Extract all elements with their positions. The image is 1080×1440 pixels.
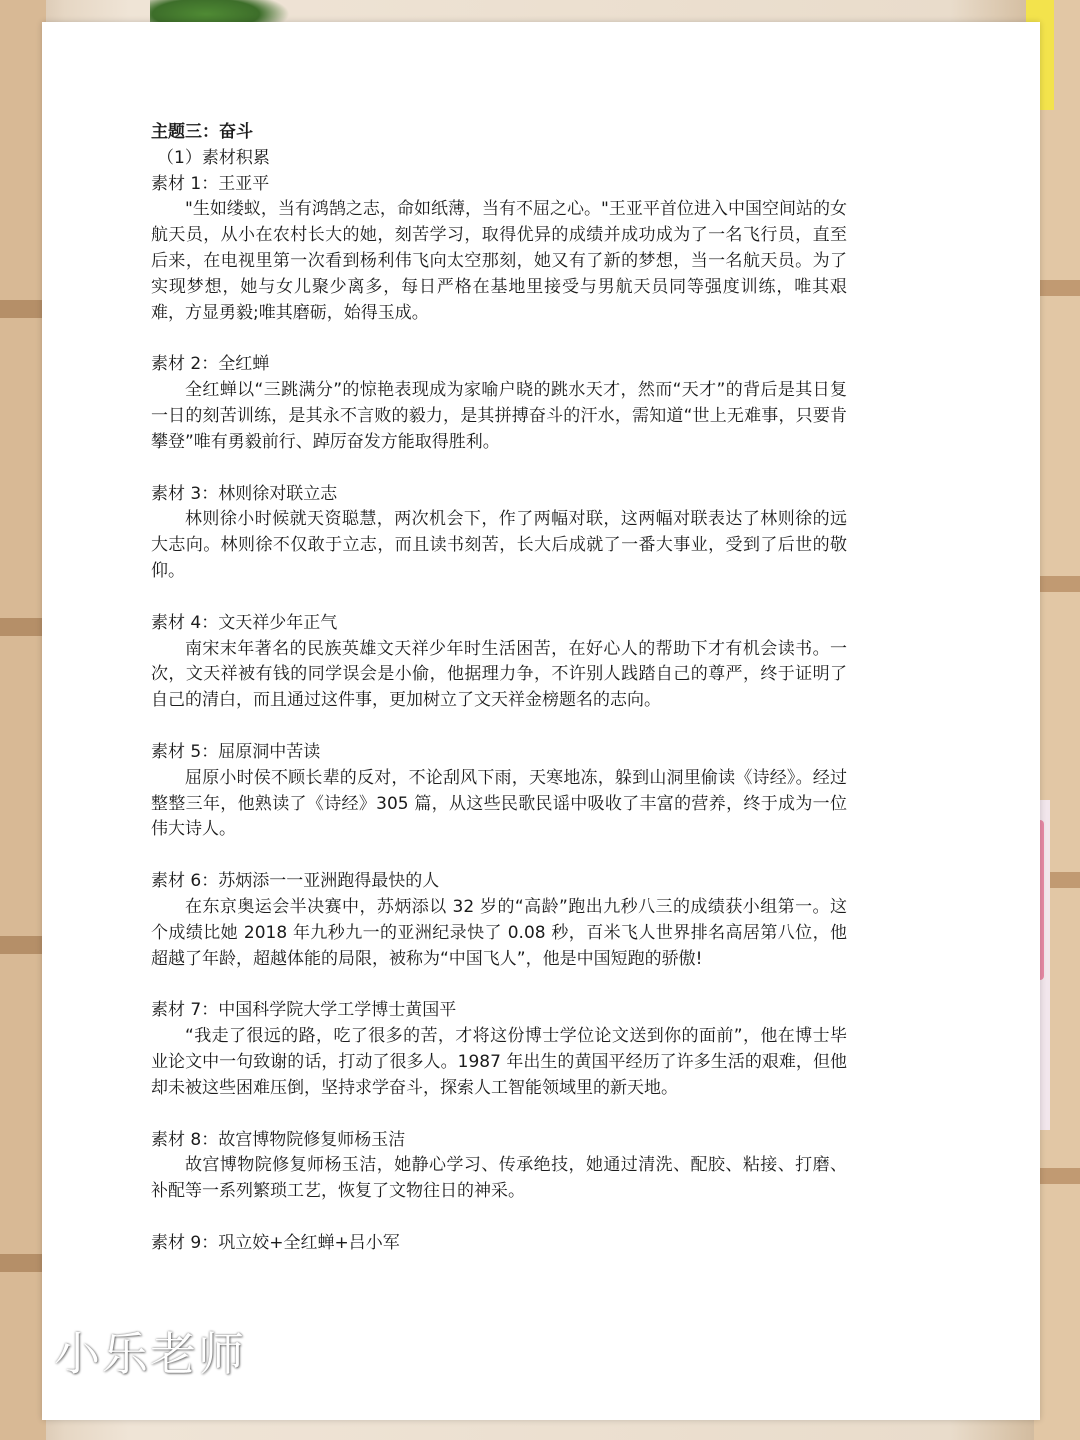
material-body: "生如缕蚁，当有鸿鹄之志，命如纸薄，当有不屈之心。"王亚平首位进入中国空间站的女航天员，从小在农村长大的她，刻苦学习，取得优异的成绩并成功成为了一名飞行员，直至后来，在电视里第一次看到杨利伟飞向太空那刻，她又有了新的梦想，当一名航天员。为了实现梦想，她与女儿聚少离多，每日严格在基地里接受与男航天员同等强度训练，唯其艰难，方显勇毅;唯其磨砺，始得玉成。 <box>151 199 847 323</box>
material-body: 林则徐小时候就天资聪慧，两次机会下，作了两幅对联，这两幅对联表达了林则徐的远大志向。林则徐不仅敢于立志，而且读书刻苦，长大后成就了一番大事业，受到了后世的敬仰。 <box>151 509 847 581</box>
material-heading: 素材 8：故宫博物院修复师杨玉洁 <box>151 1129 406 1150</box>
theme-title: 主题三：奋斗 <box>151 122 253 142</box>
material-9 <box>151 1231 847 1257</box>
material-heading: 素材 3：林则徐对联立志 <box>151 483 338 504</box>
material-7 <box>151 998 847 1101</box>
material-2 <box>151 352 847 455</box>
material-heading: 素材 2：全红蝉 <box>151 354 270 375</box>
material-heading: 素材 1：王亚平 <box>151 173 270 194</box>
material-heading: 素材 6：苏炳添一一亚洲跑得最快的人 <box>151 871 440 892</box>
background-shelf-left <box>0 0 46 1440</box>
material-body: 在东京奥运会半决赛中，苏炳添以 32 岁的“高龄”跑出九秒八三的成绩获小组第一。这个成绩比她 2018 年九秒九一的亚洲纪录快了 0.08 秒，百米飞人世界排名高居第八位，他超越了年龄，超越体能的局限，被称为“中国飞人”，他是中国短跑的骄傲! <box>151 896 847 969</box>
material-4 <box>151 611 847 714</box>
material-heading: 素材 7：中国科学院大学工学博士黄国平 <box>151 1000 457 1021</box>
material-3 <box>151 482 847 585</box>
material-body: “我走了很远的路，吃了很多的苦，才将这份博士学位论文送到你的面前”，他在博士毕业论文中一句致谢的话，打动了很多人。1987 年出生的黄国平经历了许多生活的艰难，但他却未被这些困难压倒，坚持求学奋斗，探索人工智能领域里的新天地。 <box>151 1026 847 1098</box>
material-8 <box>151 1128 847 1205</box>
material-heading: 素材 4：文天祥少年正气 <box>151 612 338 633</box>
section-title: （1）素材积累 <box>157 147 270 168</box>
material-body: 南宋末年著名的民族英雄文天祥少年时生活困苦，在好心人的帮助下才有机会读书。一次，文天祥被有钱的同学误会是小偷，他据理力争，不许别人践踏自己的尊严，终于证明了自己的清白，而且通过这件事，更加树立了文天祥金榜题名的志向。 <box>151 638 847 711</box>
material-6 <box>151 869 847 972</box>
material-heading: 素材 9：巩立姣+全红蝉+吕小军 <box>151 1232 400 1253</box>
watermark-text: 小乐老师 <box>54 1327 246 1381</box>
material-body: 故宫博物院修复师杨玉洁，她静心学习、传承绝技，她通过清洗、配胶、粘接、打磨、补配等一系列繁琐工艺，恢复了文物往日的神采。 <box>151 1155 847 1202</box>
material-body: 全红蝉以“三跳满分”的惊艳表现成为家喻户晓的跳水天才，然而“天才”的背后是其日复一日的刻苦训练，是其永不言败的毅力，是其拼搏奋斗的汗水，需知道“世上无难事，只要肯攀登”唯有勇毅前行、踔厉奋发方能取得胜利。 <box>151 380 847 452</box>
material-body: 屈原小时侯不顾长辈的反对，不论刮风下雨，天寒地冻，躲到山洞里偷读《诗经》。经过整整三年，他熟读了《诗经》305 篇，从这些民歌民谣中吸收了丰富的营养，终于成为一位伟大诗人。 <box>151 767 847 840</box>
material-5 <box>151 740 847 843</box>
material-heading: 素材 5：屈原洞中苦读 <box>151 741 321 762</box>
background-shelf-right <box>1034 0 1080 1440</box>
material-1 <box>151 172 847 327</box>
document-content <box>151 120 847 1283</box>
